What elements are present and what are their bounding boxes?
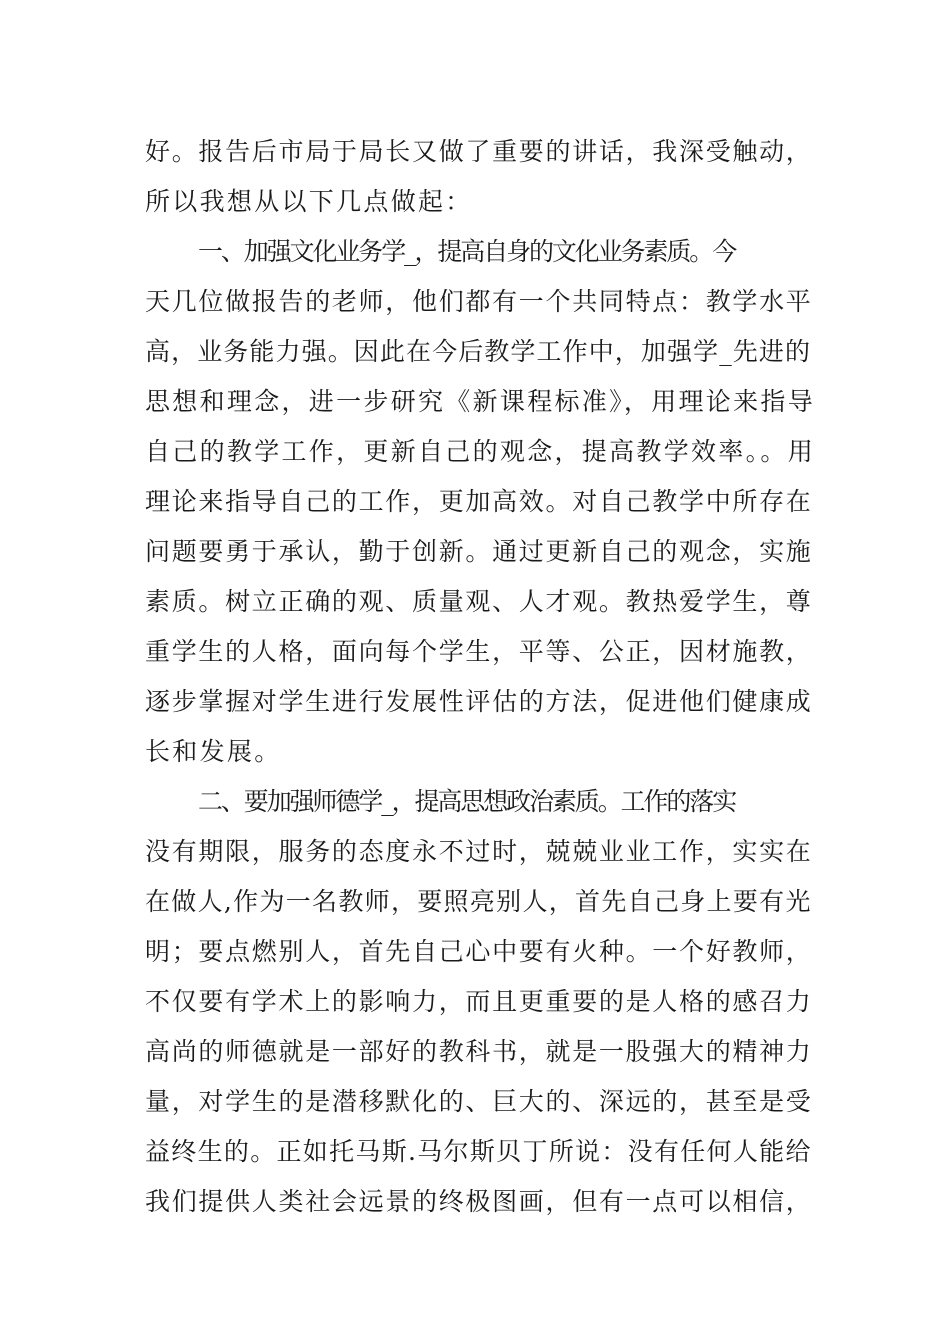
paragraph-2-first-line: 二、要加强师德学_，提高思想政治素质。工作的落实 [198,787,736,816]
text-line: 问题要勇于承认，勤于创新。通过更新自己的观念，实施 [145,537,813,566]
text-line: 益终生的。正如托马斯.马尔斯贝丁所说：没有任何人能给 [145,1137,812,1166]
text-line: 我们提供人类社会远景的终极图画，但有一点可以相信， [145,1187,813,1216]
text-line: 在做人,作为一名教师，要照亮别人，首先自己身上要有光 [145,887,812,916]
text-line: 所以我想从以下几点做起： [145,187,473,216]
text-line: 不仅要有学术上的影响力，而且更重要的是人格的感召力 [145,987,813,1016]
text-line: 逐步掌握对学生进行发展性评估的方法，促进他们健康成 [145,687,813,716]
text-line: 理论来指导自己的工作，更加高效。对自己教学中所存在 [145,487,813,516]
text-line: 天几位做报告的老师，他们都有一个共同特点：教学水平 [145,287,813,316]
paragraph-1-first-line: 一、加强文化业务学_，提高自身的文化业务素质。今 [198,237,736,266]
text-line: 重学生的人格，面向每个学生，平等、公正，因材施教， [145,637,813,666]
text-line: 素质。树立正确的观、质量观、人才观。教热爱学生，尊 [145,587,813,616]
text-line: 没有期限，服务的态度永不过时，兢兢业业工作，实实在 [145,837,813,866]
text-line: 高，业务能力强。因此在今后教学工作中，加强学_先进的 [145,337,812,366]
text-line: 长和发展。 [145,737,282,766]
text-line: 思想和理念，进一步研究《新课程标准》，用理论来指导 [145,387,816,416]
text-line: 高尚的师德就是一部好的教科书，就是一股强大的精神力 [145,1037,813,1066]
text-line: 量，对学生的是潜移默化的、巨大的、深远的，甚至是受 [145,1087,813,1116]
text-line: 明；要点燃别人，首先自己心中要有火种。一个好教师， [145,937,813,966]
text-line: 自己的教学工作，更新自己的观念，提高教学效率。。用 [145,437,816,466]
text-line: 好。报告后市局于局长又做了重要的讲话，我深受触动， [145,137,813,166]
